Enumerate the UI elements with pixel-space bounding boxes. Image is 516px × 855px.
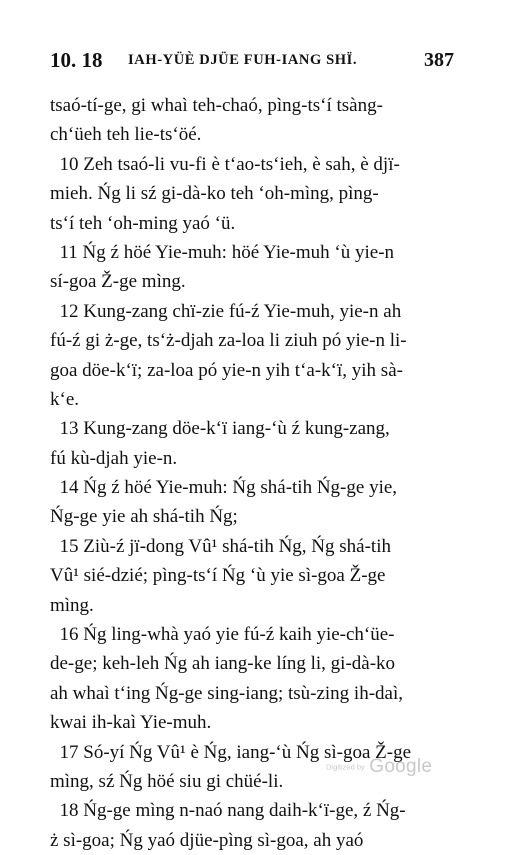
- watermark-logo: Google: [369, 756, 433, 777]
- text-line: 17 Só-yí Ńg Vû¹ è Ńg, iang-‘ù Ńg sì-goa Ž-ge: [50, 741, 412, 763]
- text-line: 13 Kung-zang döe-k‘ï iang-‘ù ź kung-zang,: [50, 418, 390, 440]
- watermark-prefix: Digitized by: [326, 762, 365, 772]
- text-line: 16 Ńg ling-whà yaó yie fú-ź kaih yie-ch‘üe-: [50, 624, 395, 646]
- text-line: ż sì-goa; Ńg yaó djüe-pìng sì-goa, ah yaó: [50, 829, 364, 851]
- text-line: sí-goa Ž-ge mìng.: [50, 271, 186, 293]
- text-line: tsaó-tí-ge, gi whaì teh-chaó, pìng-ts‘í tsàng-: [50, 95, 383, 116]
- text-line: 10 Zeh tsaó-li vu-fi è t‘ao-ts‘ieh, è sah, è djï-: [50, 153, 400, 175]
- text-line: 14 Ńg ź höé Yie-muh: Ńg shá-tih Ńg-ge yie,: [50, 477, 398, 499]
- scripture-text: [50, 91, 461, 855]
- text-line: kwai ih-kaì Yie-muh.: [50, 712, 212, 734]
- text-line: mìng.: [50, 594, 94, 616]
- text-line: fú-ź gi ż-ge, ts‘ż-djah za-loa li ziuh pó yie-n li-: [50, 330, 407, 352]
- chapter-verse-reference: 10. 18: [50, 48, 103, 72]
- text-line: mìng, sź Ńg höé siu gi chüé-li.: [50, 770, 284, 792]
- page-number: 387: [424, 49, 454, 71]
- text-line: 11 Ńg ź höé Yie-muh: höé Yie-muh ‘ù yie-n: [50, 241, 395, 263]
- text-line: 18 Ńg-ge mìng n-naó nang daih-k‘ï-ge, ź Ńg-: [50, 800, 406, 822]
- text-line: fú kù-djah yie-n.: [50, 447, 178, 469]
- text-line: 15 Ziù-ź jï-dong Vû¹ shá-tih Ńg, Ńg shá-tih: [50, 535, 391, 557]
- text-line: 12 Kung-zang chï-zie fú-ź Yie-muh, yie-n ah: [50, 300, 402, 322]
- text-line: Vû¹ sié-dzié; pìng-ts‘í Ńg ‘ù yie sì-goa Ž-ge: [50, 565, 386, 587]
- text-line: k‘e.: [50, 388, 80, 410]
- text-line: ah whaì t‘ing Ńg-ge sing-iang; tsù-zing ih-daì,: [50, 682, 404, 704]
- text-line: ts‘í teh ‘oh-ming yaó ‘ü.: [50, 212, 236, 234]
- digitized-watermark: [326, 756, 432, 778]
- text-line: mieh. Ńg li sź gi-dà-ko teh ‘oh-mìng, pìng-: [50, 183, 379, 205]
- text-line: goa döe-k‘ï; za-loa pó yie-n yih t‘a-k‘ï, yih sà-: [50, 359, 403, 381]
- book-title: IAH-YÜÈ DJÜE FUH-IANG SHÏ.: [128, 52, 358, 68]
- text-line: de-ge; keh-leh Ńg ah iang-ke líng li, gi-dà-ko: [50, 653, 396, 675]
- text-line: ch‘üeh teh lie-ts‘öé.: [50, 124, 202, 146]
- text-line: Ńg-ge yie ah shá-tih Ńg;: [50, 506, 238, 528]
- running-header: [0, 46, 516, 74]
